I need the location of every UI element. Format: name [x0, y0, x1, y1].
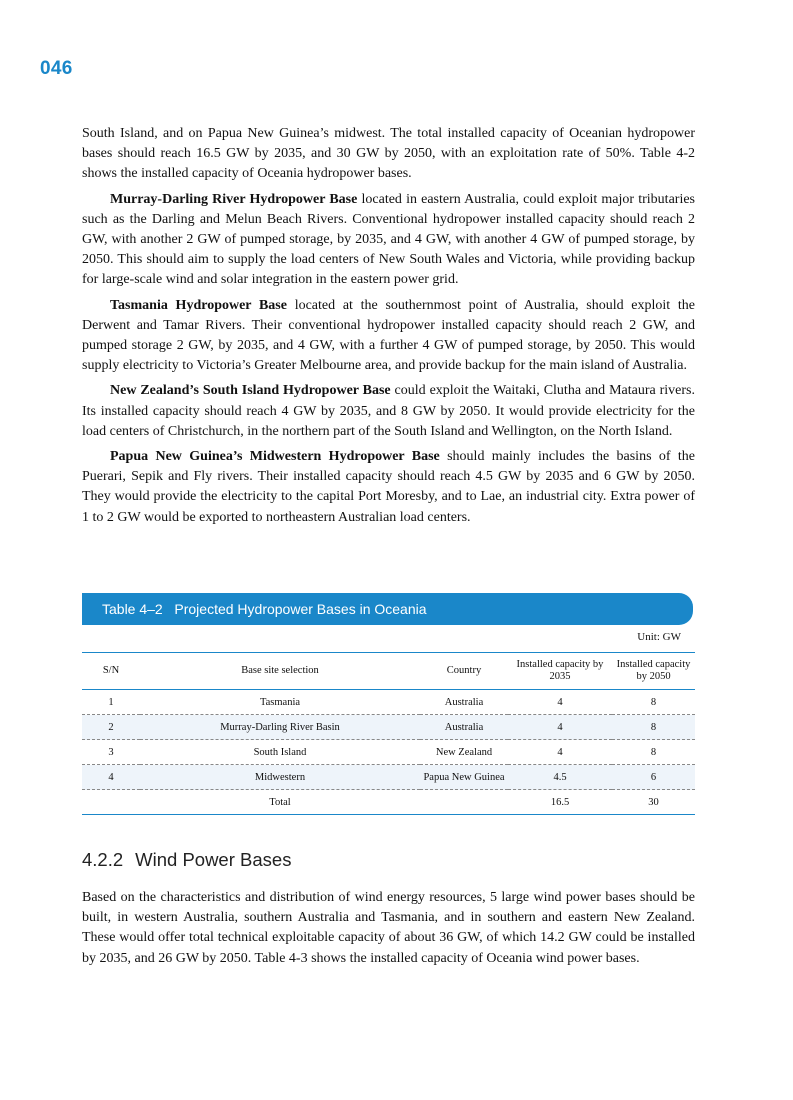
- paragraph-intro: South Island, and on Papua New Guinea’s midwest. The total installed capacity of Oceanian hydropower bases should reach 16.5 GW by 2035, and 30 GW by 2050, with an exploitation rate of 50%. Table 4-2 shows the installed capacity of Oceania hydropower bases.: [82, 126, 695, 182]
- cell-sn: 4: [82, 765, 140, 790]
- header-site: Base site selection: [140, 653, 420, 690]
- cell-total-label: Total: [140, 790, 420, 815]
- header-capacity-2050: Installed capacity by 2050: [612, 653, 695, 690]
- header-country: Country: [420, 653, 508, 690]
- table-row: [82, 715, 695, 740]
- cell-total-capacity-2035: 16.5: [508, 790, 612, 815]
- base-name-papua-new-guinea: Papua New Guinea’s Midwestern Hydropower Base: [110, 449, 440, 465]
- cell-site: South Island: [140, 740, 420, 765]
- cell-country: New Zealand: [420, 740, 508, 765]
- paragraph-text: located in eastern Australia, could exploit major tributaries such as the Darling and Melun Beach Rivers. Conventional hydropower installed capacity should reach 2 GW, with another 2 GW of pumped storage, by 2035, and 4 GW, with another 4 GW of pumped storage, by 2050. This should aim to supply the load centers of New South Wales and Victoria, while providing backup for large-scale wind and solar integration in the eastern power grid.: [82, 191, 695, 288]
- section-title: Wind Power Bases: [135, 849, 292, 870]
- cell-capacity-2035: 4: [508, 715, 612, 740]
- base-name-murray-darling: Murray-Darling River Hydropower Base: [110, 191, 358, 207]
- table-row: [82, 740, 695, 765]
- paragraph-south-island: [82, 381, 695, 442]
- section-heading: [82, 849, 291, 871]
- paragraph-text: could exploit the Waitaki, Clutha and Mataura rivers. Its installed capacity should reach 4 GW by 2035, and 8 GW by 2050. It would provide electricity for the load centers of Christchurch, in the northern part of the South Island and Wellington, on the North Island.: [82, 383, 695, 439]
- cell-capacity-2035: 4: [508, 690, 612, 715]
- cell-empty: [82, 790, 140, 815]
- cell-sn: 3: [82, 740, 140, 765]
- paragraph-tasmania: [82, 296, 695, 377]
- table-row: [82, 765, 695, 790]
- paragraph-text: should mainly includes the basins of the Puerari, Sepik and Fly rivers. Their installed capacity should reach 4.5 GW by 2035 and 6 GW by 2050. They would provide the electricity to the capital Port Moresby, and to Lae, an industrial city. Extra power of 1 to 2 GW would be exported to northeastern Australian load centers.: [82, 449, 695, 525]
- cell-capacity-2035: 4: [508, 740, 612, 765]
- base-name-south-island: New Zealand’s South Island Hydropower Base: [110, 383, 391, 399]
- cell-sn: 2: [82, 715, 140, 740]
- cell-country: Australia: [420, 715, 508, 740]
- table-unit-label: Unit: GW: [637, 631, 681, 643]
- section-number: 4.2.2: [82, 849, 124, 870]
- cell-capacity-2050: 8: [612, 740, 695, 765]
- body-text: [82, 124, 695, 533]
- cell-capacity-2050: 8: [612, 715, 695, 740]
- table-title: Table 4–2 Projected Hydropower Bases in Oceania: [102, 601, 427, 617]
- cell-sn: 1: [82, 690, 140, 715]
- table-row: [82, 690, 695, 715]
- cell-total-capacity-2050: 30: [612, 790, 695, 815]
- hydropower-bases-table: [82, 652, 695, 815]
- cell-site: Murray-Darling River Basin: [140, 715, 420, 740]
- section-paragraph: Based on the characteristics and distribution of wind energy resources, 5 large wind power bases should be built, in western Australia, southern Australia and Tasmania, and in southern and eastern New Zealand. These would offer total technical exploitable capacity of about 36 GW, of which 14.2 GW could be installed by 2035, and 26 GW by 2050. Table 4-3 shows the installed capacity of Oceania wind power bases.: [82, 890, 695, 966]
- table-total-row: [82, 790, 695, 815]
- cell-site: Tasmania: [140, 690, 420, 715]
- cell-country: Australia: [420, 690, 508, 715]
- cell-capacity-2050: 6: [612, 765, 695, 790]
- cell-capacity-2035: 4.5: [508, 765, 612, 790]
- cell-country: Papua New Guinea: [420, 765, 508, 790]
- paragraph-murray-darling: [82, 190, 695, 291]
- cell-capacity-2050: 8: [612, 690, 695, 715]
- cell-empty: [420, 790, 508, 815]
- header-sn: S/N: [82, 653, 140, 690]
- cell-site: Midwestern: [140, 765, 420, 790]
- header-capacity-2035: Installed capacity by 2035: [508, 653, 612, 690]
- base-name-tasmania: Tasmania Hydropower Base: [110, 297, 287, 313]
- paragraph-text: located at the southernmost point of Australia, should exploit the Derwent and Tamar Rivers. Their conventional hydropower installed capacity should reach 2 GW, and pumped storage 2 GW, by 2035, and 4 GW, with a further 4 GW of pumped storage, by 2050. This would supply electricity to Victoria’s Greater Melbourne area, and provide backup for the main island of Australia.: [82, 297, 695, 374]
- table-title-banner: [82, 593, 693, 625]
- page-number: 046: [40, 58, 73, 79]
- table-header-row: [82, 653, 695, 690]
- paragraph-papua-new-guinea: [82, 447, 695, 528]
